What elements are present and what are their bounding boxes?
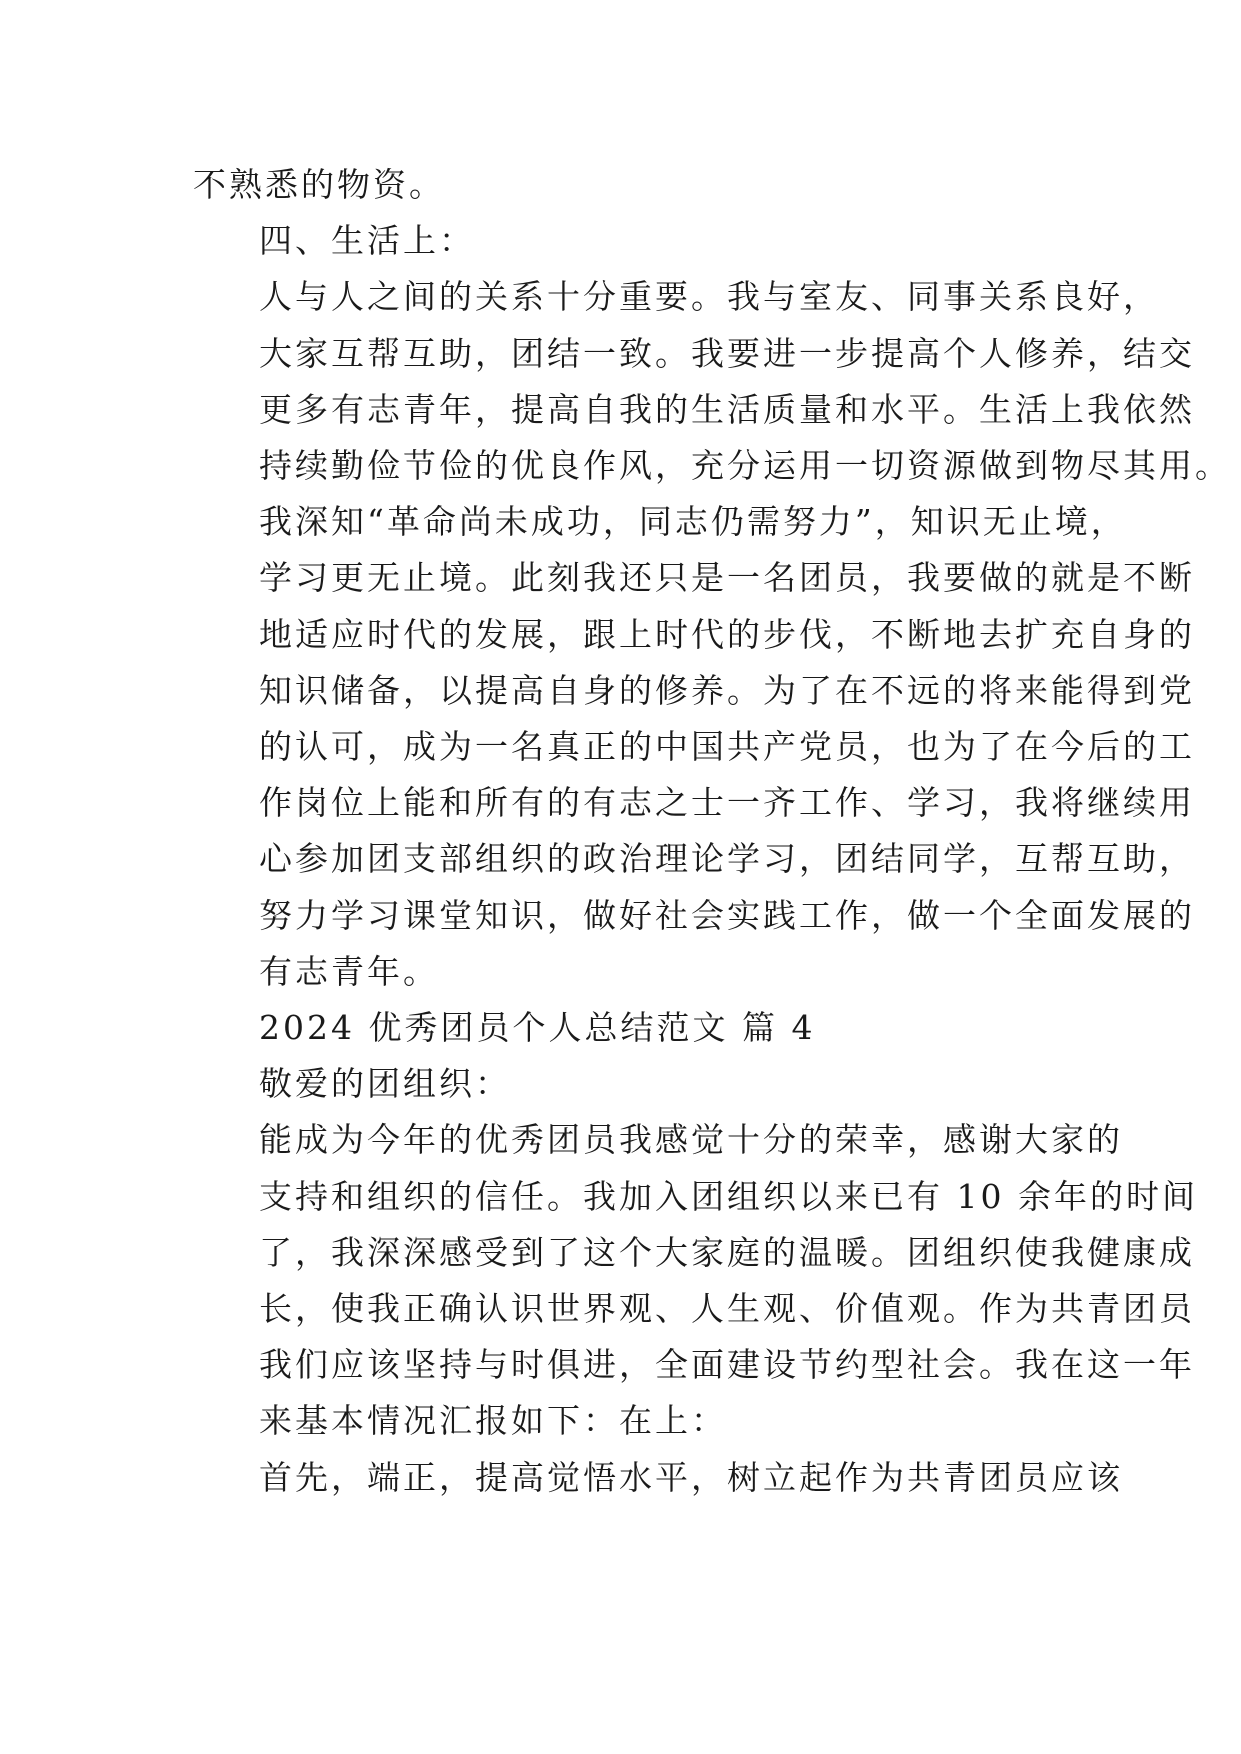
paragraph <box>193 1112 1198 1449</box>
text-line: 知识储备，以提高自身的修养。为了在不远的将来能得到党 <box>259 670 1195 710</box>
paragraph <box>193 269 1231 494</box>
text-line: 我们应该坚持与时俱进，全面建设节约型社会。我在这一年 <box>259 1345 1195 1385</box>
paragraph <box>193 1450 1123 1506</box>
text-line: 我深知“革命尚未成功，同志仍需努力”，知识无止境， <box>259 502 1127 542</box>
document-body <box>193 157 1231 1506</box>
paragraph <box>193 1056 1063 1112</box>
text-line: 的认可，成为一名真正的中国共产党员，也为了在今后的工 <box>259 727 1195 767</box>
text-line: 人与人之间的关系十分重要。我与室友、同事关系良好， <box>259 277 1159 317</box>
text-line: 地适应时代的发展，跟上时代的步伐，不断地去扩充自身的 <box>259 614 1195 654</box>
text-line: 大家互帮互助，团结一致。我要进一步提高个人修养，结交 <box>259 333 1195 373</box>
text-line: 不熟悉的物资。 <box>193 165 445 204</box>
text-line: 首先，端正，提高觉悟水平，树立起作为共青团员应该 <box>259 1457 1123 1497</box>
text-line: 作岗位上能和所有的有志之士一齐工作、学习，我将继续用 <box>259 783 1195 823</box>
text-line: 学习更无止境。此刻我还只是一名团员，我要做的就是不断 <box>259 558 1195 598</box>
paragraph <box>193 157 1063 213</box>
text-line: 敬爱的团组织： <box>259 1064 511 1104</box>
paragraph <box>193 1000 1063 1056</box>
text-line: 更多有志青年，提高自我的生活质量和水平。生活上我依然 <box>259 389 1195 429</box>
text-line: 2024 优秀团员个人总结范文 篇 4 <box>259 1008 816 1048</box>
text-line: 长，使我正确认识世界观、人生观、价值观。作为共青团员 <box>259 1289 1195 1329</box>
text-line: 能成为今年的优秀团员我感觉十分的荣幸，感谢大家的 <box>259 1120 1123 1160</box>
text-line: 心参加团支部组织的政治理论学习，团结同学，互帮互助， <box>259 839 1195 879</box>
text-line: 努力学习课堂知识，做好社会实践工作，做一个全面发展的 <box>259 895 1195 935</box>
text-line: 来基本情况汇报如下：在上： <box>259 1401 727 1441</box>
text-line: 有志青年。 <box>259 951 439 991</box>
text-line: 支持和组织的信任。我加入团组织以来已有 10 余年的时间 <box>259 1176 1198 1216</box>
paragraph <box>193 213 1063 269</box>
text-line: 了，我深深感受到了这个大家庭的温暖。团组织使我健康成 <box>259 1232 1195 1272</box>
text-line: 四、生活上： <box>259 221 475 261</box>
paragraph <box>193 494 1195 1000</box>
text-line: 持续勤俭节俭的优良作风，充分运用一切资源做到物尽其用。 <box>259 446 1231 486</box>
